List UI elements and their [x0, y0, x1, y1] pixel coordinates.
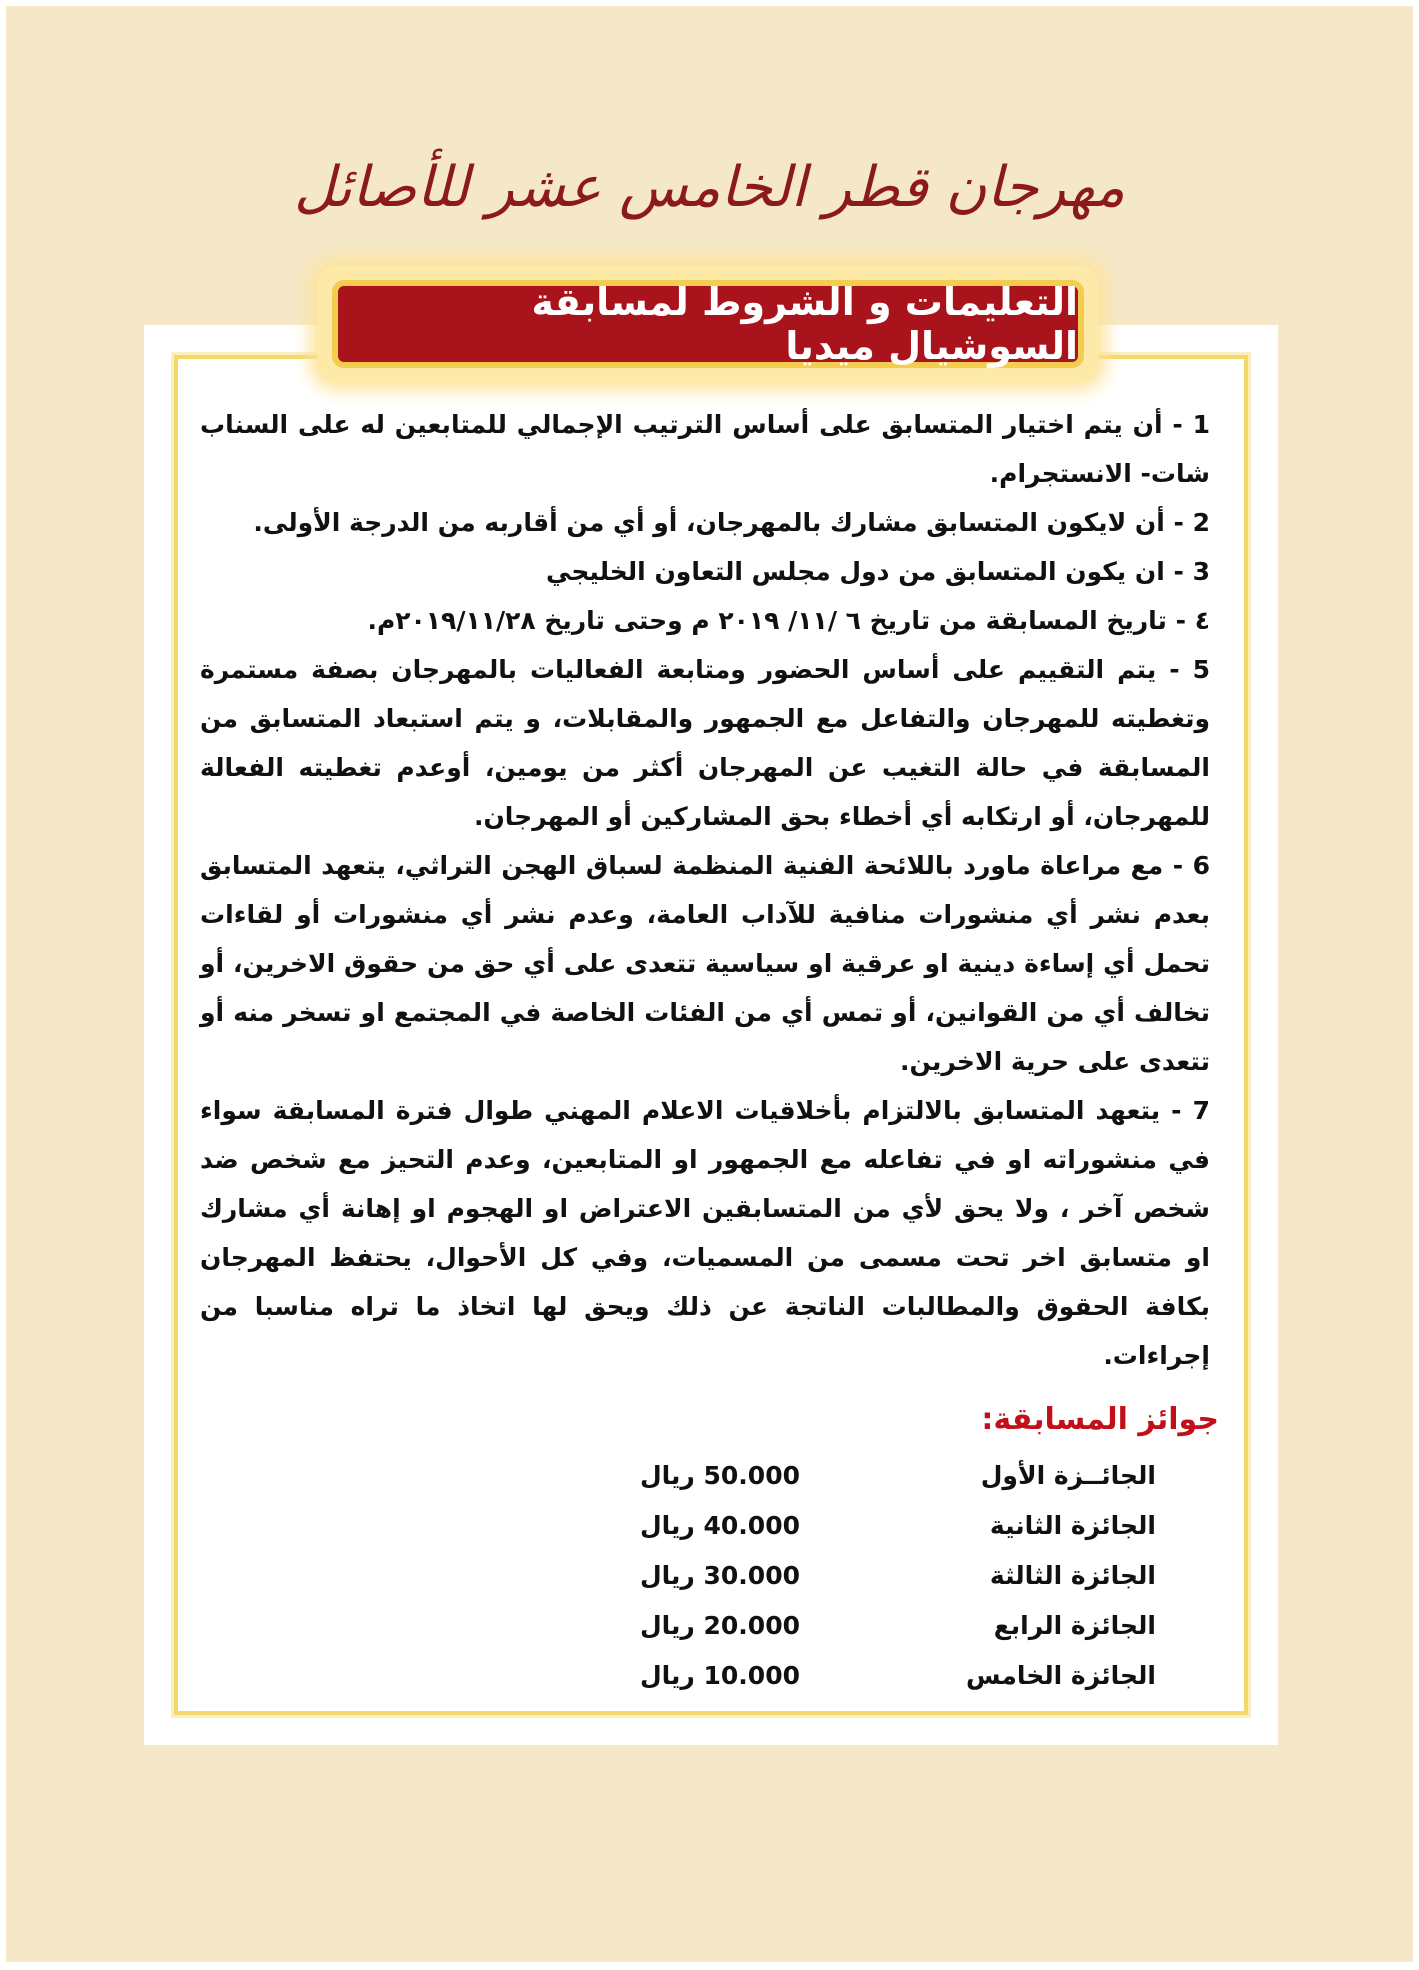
rule-item: 2 - أن لايكون المتسابق مشارك بالمهرجان، أو أي من أقاربه من الدرجة الأولى. [253, 508, 1210, 537]
prize-name: الجائزة الثالثة [989, 1560, 1156, 1590]
prize-row [600, 1600, 1156, 1650]
prize-amount: 50.000 ريال [639, 1460, 800, 1490]
banner-title [332, 280, 1084, 368]
prize-amount: 10.000 ريال [639, 1660, 800, 1690]
prize-amount: 30.000 ريال [639, 1560, 800, 1590]
rule-item: 7 - يتعهد المتسابق بالالتزام بأخلاقيات الاعلام المهني طوال فترة المسابقة سواء في منشوراته او في تفاعله مع الجمهور او المتابعين، وعدم التحيز مع شخص ضد شخص آخر ، ولا يحق لأي من المتسابقين الاعتراض او الهجوم او إهانة أي مشارك او متسابق اخر تحت مسمى من المسميات، وفي كل الأحوال، يحتفظ المهرجان بكافة الحقوق والمطالبات الناتجة عن ذلك ويحق لها اتخاذ ما تراه مناسبا من إجراءات. [200, 1096, 1210, 1370]
prizes-table [600, 1450, 1156, 1700]
prize-row [600, 1550, 1156, 1600]
rule-item: 5 - يتم التقييم على أساس الحضور ومتابعة الفعاليات بالمهرجان بصفة مستمرة وتغطيته للمهرجان والتفاعل مع الجمهور والمقابلات، و يتم استبعاد المتسابق من المسابقة في حالة التغيب عن المهرجان أكثر من يومين، أوعدم تغطيته الفعالة للمهرجان، أو ارتكابه أي أخطاء بحق المشاركين أو المهرجان. [200, 655, 1210, 831]
prize-amount: 40.000 ريال [639, 1510, 800, 1540]
prize-name: الجائــزة الأول [980, 1460, 1156, 1490]
rule-item: ٤ - تاريخ المسابقة من تاريخ ٦ /١١/ ٢٠١٩ م وحتى تاريخ ٢٠١٩/١١/٢٨م. [367, 606, 1210, 635]
prize-name: الجائزة الثانية [989, 1510, 1156, 1540]
prize-row [600, 1650, 1156, 1700]
prize-amount: 20.000 ريال [639, 1610, 800, 1640]
prize-row [600, 1450, 1156, 1500]
prize-name: الجائزة الرابع [993, 1610, 1156, 1640]
prize-row [600, 1500, 1156, 1550]
rule-item: 1 - أن يتم اختيار المتسابق على أساس الترتيب الإجمالي للمتابعين له على السناب شات- الانستجرام. [200, 410, 1210, 488]
prize-name: الجائزة الخامس [966, 1660, 1156, 1690]
festival-title: مهرجان قطر الخامس عشر للأصائل [293, 155, 1126, 220]
rule-item: 6 - مع مراعاة ماورد باللائحة الفنية المنظمة لسباق الهجن التراثي، يتعهد المتسابق بعدم نشر أي منشورات منافية للآداب العامة، وعدم نشر أي منشورات أو لقاءات تحمل أي إساءة دينية او عرقية او سياسية تتعدى على أي حق من حقوق الاخرين، أو تخالف أي من القوانين، أو تمس أي من الفئات الخاصة في المجتمع او تسخر منه أو تتعدى على حرية الاخرين. [200, 851, 1210, 1076]
rule-item: 3 - ان يكون المتسابق من دول مجلس التعاون الخليجي [546, 557, 1210, 586]
banner-title-text: التعليمات و الشروط لمسابقة السوشيال ميديا [531, 280, 1078, 368]
prizes-heading: جوائز المسابقة: [981, 1402, 1219, 1437]
rules-list [200, 400, 1210, 1380]
